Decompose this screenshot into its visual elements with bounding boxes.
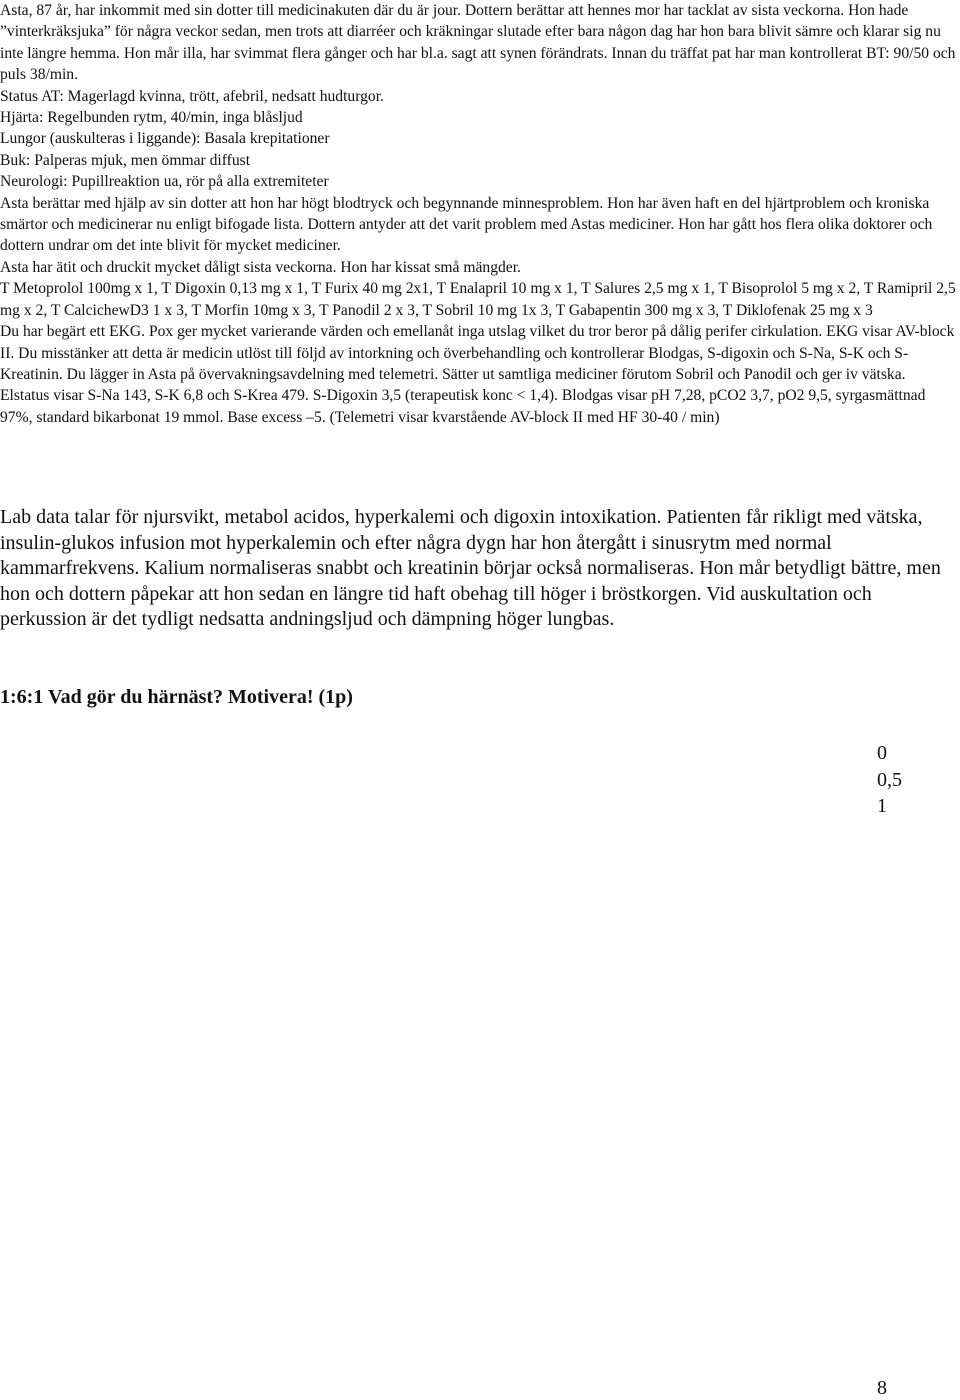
score-option: 0 xyxy=(877,742,887,764)
status-heart: Hjärta: Regelbunden rytm, 40/min, inga blåsljud xyxy=(0,109,303,127)
question-heading: 1:6:1 Vad gör du härnäst? Motivera! (1p) xyxy=(0,686,353,708)
page-number: 8 xyxy=(877,1377,887,1399)
intake-paragraph: Asta har ätit och druckit mycket dåligt sista veckorna. Hon har kissat små mängder. xyxy=(0,258,521,276)
status-lungs: Lungor (auskulteras i liggande): Basala krepitationer xyxy=(0,130,330,148)
medication-list: T Metoprolol 100mg x 1, T Digoxin 0,13 mg x 1, T Furix 40 mg 2x1, T Enalapril 10 mg x 1, T Salures 2,5 mg x 1, T Bisoprolol 5 mg x 2, T Ramipril 2,5 mg x 2, T CalcichewD3 1 x 3, T Morfin 10mg x 3, T Panodil 2 x 3, T Sobril 10 mg 1x 3, T Gabapentin 300 mg x 3, T Diklofenak 25 mg x 3 xyxy=(0,280,956,319)
score-options xyxy=(877,740,902,820)
history-paragraph: Asta berättar med hjälp av sin dotter att hon har högt blodtryck och begynnande minnesproblem. Hon har även haft en del hjärtproblem och kroniska smärtor och medicinerar nu enligt bifogade lista. Dottern antyder att det varit problem med Astas mediciner. Hon har gått hos flera olika doktorer och dottern undrar om det inte blivit för mycket mediciner. xyxy=(0,194,933,255)
score-option: 0,5 xyxy=(877,768,902,791)
followup-paragraph: Lab data talar för njursvikt, metabol acidos, hyperkalemi och digoxin intoxikation. Patienten får rikligt med vätska, insulin-glukos infusion mot hyperkalemin och efter några dygn har hon återgått i sinusrytm med normal kammarfrekvens. Kalium normaliseras snabbt och kreatinin börjar också normaliseras. Hon mår betydligt bättre, men hon och dottern påpekar att hon sedan en längre tid haft obehag till höger i bröstkorgen. Vid auskultation och perkussion är det tydligt nedsatta andningsljud och dämpning höger lungbas. xyxy=(0,506,941,631)
status-neurology: Neurologi: Pupillreaktion ua, rör på alla extremiteter xyxy=(0,173,329,191)
status-general: Status AT: Magerlagd kvinna, trött, afebril, nedsatt hudturgor. xyxy=(0,87,384,105)
case-intro-paragraph: Asta, 87 år, har inkommit med sin dotter till medicinakuten där du är jour. Dottern berättar att hennes mor har tacklat av sista veckorna. Hon hade ”vinterkräksjuka” för några veckor sedan, men trots att diarréer och kräkningar slutade efter bara någon dag har hon bara blivit sämre och klarar sig nu inte längre hemma. Hon mår illa, har svimmat flera gånger och har bl.a. sagt att synen förändrats. Innan du träffat pat har man kontrollerat BT: 90/50 och puls 38/min. xyxy=(0,2,956,84)
score-option: 1 xyxy=(877,795,887,817)
workup-paragraph: Du har begärt ett EKG. Pox ger mycket varierande värden och emellanåt inga utslag vilket du tror beror på dålig perifer cirkulation. EKG visar AV-block II. Du misstänker att detta är medicin utlöst till följd av intorkning och överbehandling och kontrollerar Blodgas, S-digoxin och S-Na, S-K och S-Kreatinin. Du lägger in Asta på övervakningsavdelning med telemetri. Sätter ut samtliga mediciner förutom Sobril och Panodil och ger iv vätska. Elstatus visar S-Na 143, S-K 6,8 och S-Krea 479. S-Digoxin 3,5 (terapeutisk konc < 1,4). Blodgas visar pH 7,28, pCO2 3,7, pO2 9,5, syrgasmättnad 97%, standard bikarbonat 19 mmol. Base excess –5. (Telemetri visar kvarstående AV-block II med HF 30-40 / min) xyxy=(0,323,955,426)
status-abdomen: Buk: Palperas mjuk, men ömmar diffust xyxy=(0,151,251,169)
case-text xyxy=(0,0,958,428)
